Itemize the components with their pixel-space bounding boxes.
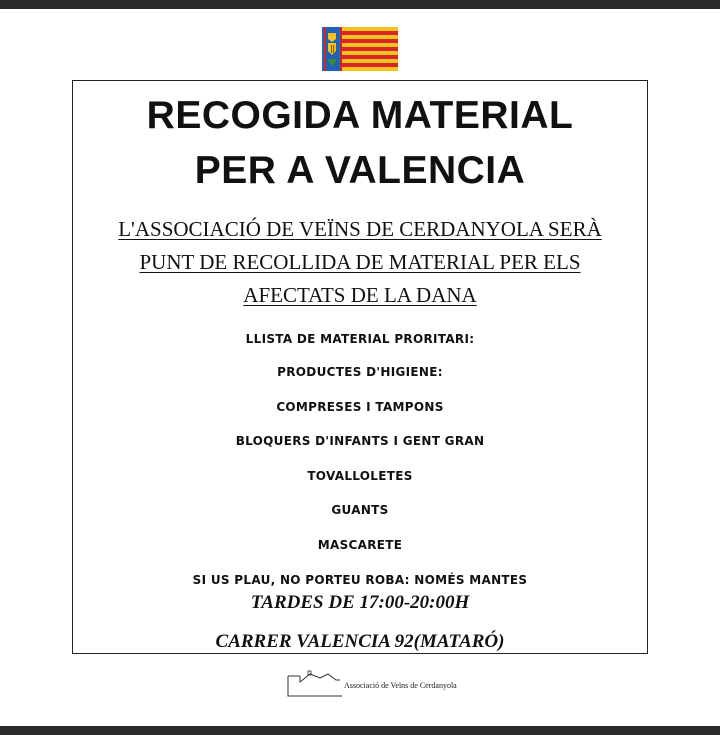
address-text: CARRER VALENCIA 92(MATARÓ) xyxy=(215,631,505,652)
list-item-tovalloletes: TOVALLOLETES xyxy=(307,469,413,483)
poster-frame xyxy=(72,80,648,654)
list-item-bolquers: BLOQUERS D'INFANTS I GENT GRAN xyxy=(235,434,485,448)
poster-subtitle-line1: L'ASSOCIACIÓ DE VEÏNS DE CERDANYOLA SERÀ xyxy=(118,217,602,241)
bottom-border-bar xyxy=(0,726,720,735)
list-item-mascaretes: MASCARETE xyxy=(317,538,403,552)
clothing-note: SI US PLAU, NO PORTEU ROBA: NOMÉS MANTES xyxy=(192,573,528,587)
poster-subtitle-line2: PUNT DE RECOLLIDA DE MATERIAL PER ELS xyxy=(139,250,581,274)
logo-label: Associació de Veïns de Cerdanyola xyxy=(344,681,457,690)
association-logo xyxy=(284,668,484,700)
list-item-guants: GUANTS xyxy=(331,503,389,517)
building-logo-icon xyxy=(284,668,344,700)
list-item-compreses: COMPRESES I TAMPONS xyxy=(276,400,444,414)
schedule-text: TARDES DE 17:00-20:00H xyxy=(250,592,470,613)
poster-title-line2: PER A VALENCIA xyxy=(194,149,526,192)
poster-subtitle-line3: AFECTATS DE LA DANA xyxy=(243,283,477,307)
list-item-higiene: PRODUCTES D'HIGIENE: xyxy=(277,365,443,379)
list-heading: LLISTA DE MATERIAL PRORITARI: xyxy=(245,332,475,346)
valencian-flag-icon xyxy=(322,27,398,71)
poster-title-line1: RECOGIDA MATERIAL xyxy=(146,94,574,137)
top-border-bar xyxy=(0,0,720,9)
